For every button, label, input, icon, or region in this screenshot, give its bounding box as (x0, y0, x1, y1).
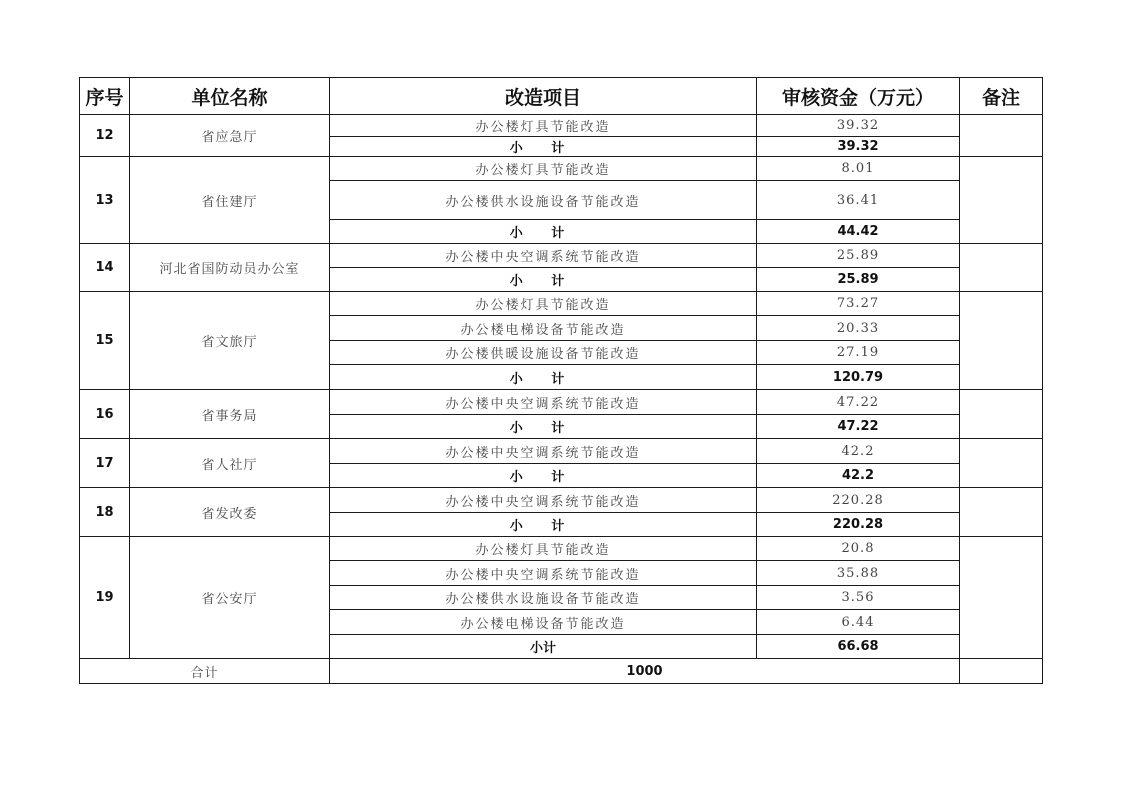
header-no: 序号 (80, 78, 130, 115)
subtotal-value: 44.42 (757, 220, 960, 244)
project-name: 办公楼电梯设备节能改造 (330, 610, 757, 635)
subtotal-label: 小计 (330, 635, 757, 659)
subtotal-value: 42.2 (757, 464, 960, 488)
amount-value: 73.27 (757, 292, 960, 316)
subtotal-label: 小 计 (330, 415, 757, 439)
amount-value: 36.41 (757, 181, 960, 220)
unit-name: 省人社厅 (130, 439, 330, 488)
header-unit: 单位名称 (130, 78, 330, 115)
amount-value: 42.2 (757, 439, 960, 464)
project-name: 办公楼灯具节能改造 (330, 157, 757, 181)
total-value: 1000 (330, 659, 960, 684)
subtotal-label: 小 计 (330, 513, 757, 537)
subtotal-label: 小 计 (330, 464, 757, 488)
row-number: 19 (80, 537, 130, 659)
note-cell (960, 439, 1043, 488)
row-number: 14 (80, 244, 130, 292)
project-name: 办公楼中央空调系统节能改造 (330, 439, 757, 464)
unit-name: 省住建厅 (130, 157, 330, 244)
row-number: 12 (80, 115, 130, 157)
table-row (80, 390, 1043, 415)
table-row (80, 115, 1043, 137)
unit-name: 河北省国防动员办公室 (130, 244, 330, 292)
row-number: 16 (80, 390, 130, 439)
total-row (80, 659, 1043, 684)
amount-value: 35.88 (757, 561, 960, 586)
subtotal-value: 39.32 (757, 137, 960, 157)
table-row (80, 488, 1043, 513)
amount-value: 20.33 (757, 316, 960, 341)
amount-value: 47.22 (757, 390, 960, 415)
amount-value: 8.01 (757, 157, 960, 181)
subtotal-label: 小 计 (330, 268, 757, 292)
subtotal-label: 小 计 (330, 137, 757, 157)
subtotal-value: 120.79 (757, 365, 960, 390)
row-number: 15 (80, 292, 130, 390)
row-number: 18 (80, 488, 130, 537)
project-name: 办公楼供水设施设备节能改造 (330, 181, 757, 220)
project-name: 办公楼中央空调系统节能改造 (330, 488, 757, 513)
row-number: 13 (80, 157, 130, 244)
unit-name: 省公安厅 (130, 537, 330, 659)
amount-value: 220.28 (757, 488, 960, 513)
note-cell (960, 157, 1043, 244)
project-name: 办公楼灯具节能改造 (330, 537, 757, 561)
header-project: 改造项目 (330, 78, 757, 115)
subtotal-label: 小 计 (330, 220, 757, 244)
amount-value: 6.44 (757, 610, 960, 635)
table-row (80, 537, 1043, 561)
header-amount: 审核资金（万元） (757, 78, 960, 115)
table-row (80, 244, 1043, 268)
project-name: 办公楼供水设施设备节能改造 (330, 586, 757, 610)
note-cell (960, 488, 1043, 537)
project-name: 办公楼灯具节能改造 (330, 115, 757, 137)
note-cell (960, 390, 1043, 439)
project-name: 办公楼中央空调系统节能改造 (330, 390, 757, 415)
table-row (80, 292, 1043, 316)
subtotal-label: 小 计 (330, 365, 757, 390)
unit-name: 省文旅厅 (130, 292, 330, 390)
subtotal-value: 25.89 (757, 268, 960, 292)
table-row (80, 157, 1043, 181)
table-row (80, 439, 1043, 464)
project-name: 办公楼中央空调系统节能改造 (330, 561, 757, 586)
note-cell (960, 244, 1043, 292)
subtotal-value: 47.22 (757, 415, 960, 439)
amount-value: 25.89 (757, 244, 960, 268)
amount-value: 27.19 (757, 341, 960, 365)
funding-table (79, 77, 1043, 684)
project-name: 办公楼中央空调系统节能改造 (330, 244, 757, 268)
amount-value: 39.32 (757, 115, 960, 137)
unit-name: 省应急厅 (130, 115, 330, 157)
unit-name: 省发改委 (130, 488, 330, 537)
header-note: 备注 (960, 78, 1043, 115)
subtotal-value: 220.28 (757, 513, 960, 537)
project-name: 办公楼灯具节能改造 (330, 292, 757, 316)
unit-name: 省事务局 (130, 390, 330, 439)
note-cell (960, 537, 1043, 659)
table-body (80, 115, 1043, 684)
header-row (80, 78, 1043, 115)
note-cell (960, 292, 1043, 390)
note-cell (960, 115, 1043, 157)
subtotal-value: 66.68 (757, 635, 960, 659)
project-name: 办公楼电梯设备节能改造 (330, 316, 757, 341)
project-name: 办公楼供暖设施设备节能改造 (330, 341, 757, 365)
total-note-cell (960, 659, 1043, 684)
row-number: 17 (80, 439, 130, 488)
amount-value: 20.8 (757, 537, 960, 561)
amount-value: 3.56 (757, 586, 960, 610)
total-label: 合计 (80, 659, 330, 684)
